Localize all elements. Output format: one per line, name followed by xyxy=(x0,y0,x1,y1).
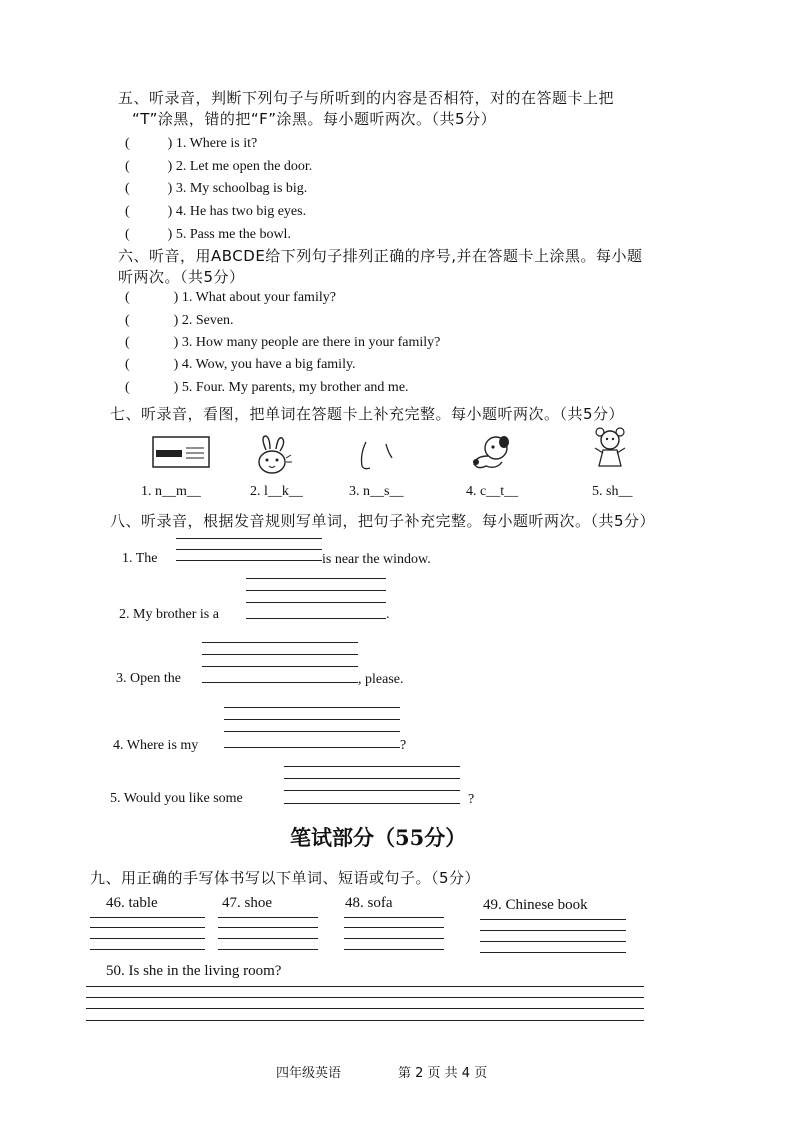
statement-text: 5. Pass me the bowl. xyxy=(175,227,291,242)
handwriting-rule xyxy=(218,949,318,950)
statement-text: 2. Let me open the door. xyxy=(175,159,313,174)
list-item: ( ) 5. Pass me the bowl. xyxy=(125,227,291,242)
copy-sentence: 50. Is she in the living room? xyxy=(106,963,282,979)
statement-text: 1. Where is it? xyxy=(175,136,258,151)
handwriting-rule xyxy=(86,986,644,987)
footer-subject: 四年级英语 xyxy=(276,1066,342,1081)
copy-word-4: 49. Chinese book xyxy=(483,897,588,913)
handwriting-rule xyxy=(218,927,318,928)
nose-picture xyxy=(356,440,396,474)
handwriting-rule xyxy=(86,1008,644,1009)
answer-line xyxy=(202,682,358,683)
rabbit-picture xyxy=(252,434,296,476)
writing-line xyxy=(224,707,400,708)
footer-page-info: 第 2 页 共 4 页 xyxy=(398,1066,488,1081)
copy-word-1: 46. table xyxy=(106,895,158,911)
section6-heading-line2: 听两次。（共5分） xyxy=(118,268,245,286)
handwriting-rule xyxy=(86,997,644,998)
sentence-text: 2. Seven. xyxy=(181,313,234,328)
list-item: ( ) 1. Where is it? xyxy=(125,136,258,151)
question-4-end: ? xyxy=(400,738,407,753)
question-5-end: ? xyxy=(468,792,475,807)
writing-line xyxy=(246,590,386,591)
question-1-end: is near the window. xyxy=(322,552,431,567)
section6-heading-line1: 六、听音，用ABCDE给下列句子排列正确的序号,并在答题卡上涂黑。每小题 xyxy=(118,247,643,265)
handwriting-rule xyxy=(90,949,205,950)
answer-line xyxy=(246,618,386,619)
answer-line xyxy=(284,803,460,804)
answer-line xyxy=(224,747,400,748)
list-item: ( ) 4. He has two big eyes. xyxy=(125,204,307,219)
handwriting-rule xyxy=(480,930,626,931)
handwriting-rule xyxy=(344,917,444,918)
handwriting-rule xyxy=(90,927,205,928)
sentence-text: 5. Four. My parents, my brother and me. xyxy=(181,380,409,395)
question-5-start: 5. Would you like some xyxy=(110,791,243,806)
list-item: ( ) 3. My schoolbag is big. xyxy=(125,181,308,196)
list-item: ( ) 3. How many people are there in your family? xyxy=(125,335,441,350)
cat-picture xyxy=(466,434,516,474)
writing-line xyxy=(284,790,460,791)
list-item: ( ) 4. Wow, you have a big family. xyxy=(125,357,356,372)
section9-heading: 九、用正确的手写体书写以下单词、短语或句子。（5分） xyxy=(90,869,481,887)
writing-line xyxy=(202,666,358,667)
handwriting-rule xyxy=(344,927,444,928)
sentence-text: 1. What about your family? xyxy=(181,290,336,305)
writing-line xyxy=(176,549,322,550)
word-blank-2: 2. l__k__ xyxy=(250,484,303,499)
word-blank-3: 3. n__s__ xyxy=(349,484,404,499)
handwriting-rule xyxy=(480,919,626,920)
statement-text: 4. He has two big eyes. xyxy=(175,204,307,219)
writing-line xyxy=(202,642,358,643)
handwriting-rule xyxy=(218,917,318,918)
section5-heading-line2: “T”涂黑，错的把“F”涂黑。每小题听两次。（共5分） xyxy=(132,110,497,128)
handwriting-rule xyxy=(344,938,444,939)
question-4-start: 4. Where is my xyxy=(113,738,199,753)
word-blank-4: 4. c__t__ xyxy=(466,484,519,499)
statement-text: 3. My schoolbag is big. xyxy=(175,181,308,196)
handwriting-rule xyxy=(344,949,444,950)
writing-line xyxy=(246,578,386,579)
name-card-picture xyxy=(152,436,212,470)
writing-line xyxy=(284,778,460,779)
writing-line xyxy=(176,538,322,539)
writing-line xyxy=(202,654,358,655)
question-3-start: 3. Open the xyxy=(116,671,181,686)
handwriting-rule xyxy=(86,1020,644,1021)
list-item: ( ) 2. Seven. xyxy=(125,313,234,328)
section5-heading-line1: 五、听录音，判断下列句子与所听到的内容是否相符，对的在答题卡上把 xyxy=(118,89,615,107)
section7-heading: 七、听录音，看图，把单词在答题卡上补充完整。每小题听两次。（共5分） xyxy=(110,405,625,423)
handwriting-rule xyxy=(90,938,205,939)
handwriting-rule xyxy=(218,938,318,939)
sentence-text: 4. Wow, you have a big family. xyxy=(181,357,356,372)
sentence-text: 3. How many people are there in your family? xyxy=(181,335,441,350)
word-blank-1: 1. n__m__ xyxy=(141,484,201,499)
list-item: ( ) 2. Let me open the door. xyxy=(125,159,313,174)
handwriting-rule xyxy=(480,941,626,942)
answer-line xyxy=(176,560,322,561)
handwriting-rule xyxy=(90,917,205,918)
copy-word-2: 47. shoe xyxy=(222,895,272,911)
word-blank-5: 5. sh__ xyxy=(592,484,633,499)
list-item: ( ) 5. Four. My parents, my brother and me. xyxy=(125,380,409,395)
list-item: ( ) 1. What about your family? xyxy=(125,290,336,305)
question-3-end: , please. xyxy=(358,672,404,687)
writing-line xyxy=(224,719,400,720)
writing-line xyxy=(284,766,460,767)
question-1-start: 1. The xyxy=(122,551,158,566)
question-2-start: 2. My brother is a xyxy=(119,607,219,622)
handwriting-rule xyxy=(480,952,626,953)
written-part-title: 笔试部分（55分） xyxy=(290,825,467,850)
question-2-end: . xyxy=(386,607,390,622)
section8-heading: 八、听录音，根据发音规则写单词，把句子补充完整。每小题听两次。（共5分） xyxy=(110,512,656,530)
copy-word-3: 48. sofa xyxy=(345,895,393,911)
writing-line xyxy=(246,602,386,603)
writing-line xyxy=(224,731,400,732)
girl-picture xyxy=(592,426,628,472)
